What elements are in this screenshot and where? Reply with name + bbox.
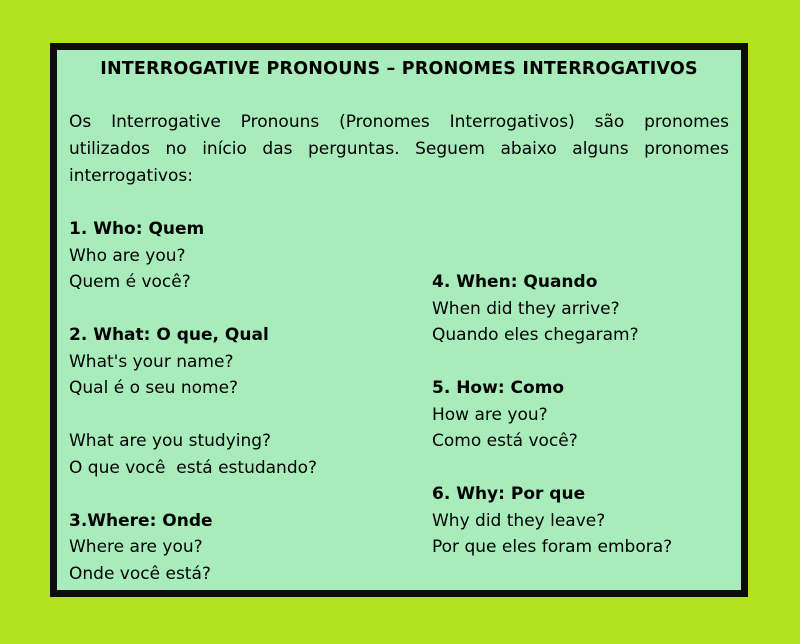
pronoun-block-when [432,269,729,349]
example-line: How are you? [432,404,548,425]
example-line: Where are you? [69,537,203,557]
example-line: Quem é você? [69,272,191,292]
right-column [432,269,729,614]
example-line: Why did they leave? [432,510,606,531]
intro-line: Os Interrogative Pronouns (Pronomes Interrogativos) são pronomes [69,112,729,132]
example-line: O que você está estudando? [69,457,318,478]
pronoun-heading: 5. How: Como [432,378,565,398]
worksheet-card [50,43,748,597]
pronoun-heading: 4. When: Quando [432,272,598,292]
pronoun-heading: 6. Why: Por que [432,484,586,504]
pronoun-columns [69,216,729,614]
example-line: Por que eles foram embora? [432,537,673,557]
pronoun-heading: 3.Where: Onde [69,510,213,531]
example-line: Qual é o seu nome? [69,378,239,398]
page-title: INTERROGATIVE PRONOUNS – PRONOMES INTERROGATIVOS [100,59,698,79]
pronoun-block-where [69,508,432,588]
left-column [69,216,432,614]
pronoun-block-what-extra [69,428,432,481]
example-line: What's your name? [69,351,234,372]
example-line: Who are you? [69,245,186,266]
example-line: When did they arrive? [432,298,620,319]
example-line: Onde você está? [69,563,211,584]
intro-paragraph [69,109,729,190]
pronoun-block-who [69,216,432,296]
example-line: What are you studying? [69,431,272,451]
example-line: Como está você? [432,431,578,451]
intro-line: interrogativos: [69,166,193,186]
example-line: Quando eles chegaram? [432,325,639,345]
pronoun-block-what [69,322,432,402]
pronoun-block-why [432,481,729,561]
pronoun-heading: 2. What: O que, Qual [69,325,269,345]
pronoun-heading: 1. Who: Quem [69,219,205,239]
pronoun-block-how [432,375,729,455]
intro-line: utilizados no início das perguntas. Seguem abaixo alguns pronomes [69,139,729,159]
